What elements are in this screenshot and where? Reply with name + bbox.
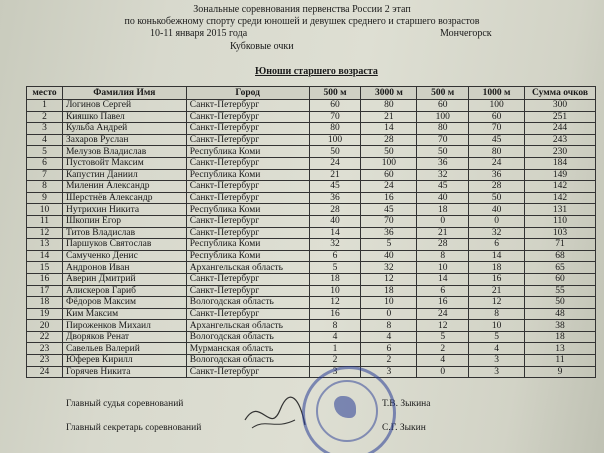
table-cell: 80 [361, 100, 417, 112]
table-cell: 45 [309, 181, 361, 193]
table-row [27, 123, 596, 135]
table-row [27, 297, 596, 309]
results-table [26, 86, 596, 378]
table-cell: Юферев Кирилл [62, 355, 186, 367]
table-cell: 50 [361, 146, 417, 158]
table-cell: 0 [361, 308, 417, 320]
table-cell: 70 [309, 111, 361, 123]
table-cell: 32 [417, 169, 469, 181]
table-cell: 23 [27, 355, 63, 367]
column-header: 500 м [309, 87, 361, 100]
table-cell: 48 [525, 308, 596, 320]
table-cell: 230 [525, 146, 596, 158]
column-header: 500 м [417, 87, 469, 100]
table-cell: 24 [417, 308, 469, 320]
table-cell: 32 [469, 227, 525, 239]
table-cell: 9 [525, 366, 596, 378]
table-cell: 9 [27, 192, 63, 204]
table-cell: 24 [361, 181, 417, 193]
table-cell: 11 [525, 355, 596, 367]
column-header: Сумма очков [525, 87, 596, 100]
table-cell: Шерстнёв Александр [62, 192, 186, 204]
table-cell: 50 [309, 146, 361, 158]
table-cell: Логинов Сергей [62, 100, 186, 112]
table-cell: 3 [27, 123, 63, 135]
table-cell: 4 [417, 355, 469, 367]
table-cell: 2 [309, 355, 361, 367]
table-cell: 100 [469, 100, 525, 112]
table-cell: 12 [417, 320, 469, 332]
table-row [27, 100, 596, 112]
table-row [27, 192, 596, 204]
table-cell: 28 [417, 239, 469, 251]
table-cell: 18 [417, 204, 469, 216]
table-cell: 10 [469, 320, 525, 332]
table-cell: 6 [417, 285, 469, 297]
table-cell: Пироженков Михаил [62, 320, 186, 332]
table-cell: 45 [417, 181, 469, 193]
table-cell: Санкт-Петербург [186, 215, 309, 227]
table-cell: 18 [525, 331, 596, 343]
judge-role: Главный судья соревнований [66, 399, 184, 409]
table-cell: 103 [525, 227, 596, 239]
column-header: Фамилия Имя [62, 87, 186, 100]
table-row [27, 227, 596, 239]
table-cell: 6 [309, 250, 361, 262]
table-row [27, 320, 596, 332]
table-cell: Мелузов Владислав [62, 146, 186, 158]
table-cell: 18 [27, 297, 63, 309]
table-cell: 24 [309, 157, 361, 169]
table-cell: 14 [469, 250, 525, 262]
table-row [27, 250, 596, 262]
table-cell: 32 [361, 262, 417, 274]
group-title: Юноши старшего возраста [255, 66, 378, 77]
table-cell: Республика Коми [186, 146, 309, 158]
signature-icon [240, 390, 310, 440]
table-cell: 0 [417, 215, 469, 227]
table-cell: Санкт-Петербург [186, 285, 309, 297]
table-cell: 5 [469, 331, 525, 343]
table-cell: Республика Коми [186, 204, 309, 216]
table-cell: 20 [27, 320, 63, 332]
table-row [27, 343, 596, 355]
table-cell: 71 [525, 239, 596, 251]
table-cell: 3 [469, 366, 525, 378]
table-cell: 60 [361, 169, 417, 181]
table-cell: 243 [525, 134, 596, 146]
table-cell: Санкт-Петербург [186, 134, 309, 146]
table-cell: 21 [469, 285, 525, 297]
column-header: место [27, 87, 63, 100]
table-cell: 21 [309, 169, 361, 181]
table-cell: Шкопин Егор [62, 215, 186, 227]
table-cell: Аверин Дмитрий [62, 273, 186, 285]
table-cell: 68 [525, 250, 596, 262]
table-cell: 244 [525, 123, 596, 135]
header-line-2: по конькобежному спорту среди юношей и девушек среднего и старшего возрастов [124, 16, 480, 27]
table-cell: 16 [309, 308, 361, 320]
header-subtitle: Кубковые очки [230, 41, 294, 52]
table-cell: 149 [525, 169, 596, 181]
table-cell: Захаров Руслан [62, 134, 186, 146]
table-row [27, 285, 596, 297]
table-row [27, 366, 596, 378]
table-cell: 40 [309, 215, 361, 227]
table-cell: 4 [469, 343, 525, 355]
table-cell: 11 [27, 215, 63, 227]
table-cell: 100 [417, 111, 469, 123]
table-cell: Капустин Даниил [62, 169, 186, 181]
table-cell: 18 [469, 262, 525, 274]
table-cell: 16 [469, 273, 525, 285]
table-cell: 184 [525, 157, 596, 169]
table-cell: 300 [525, 100, 596, 112]
table-cell: Паршуков Святослав [62, 239, 186, 251]
table-cell: Санкт-Петербург [186, 192, 309, 204]
table-cell: 17 [27, 285, 63, 297]
table-cell: 32 [309, 239, 361, 251]
table-cell: 80 [469, 146, 525, 158]
table-cell: Пустовойт Максим [62, 157, 186, 169]
table-cell: 50 [469, 192, 525, 204]
table-cell: 13 [27, 239, 63, 251]
table-cell: 100 [361, 157, 417, 169]
table-cell: 2 [27, 111, 63, 123]
table-cell: 10 [309, 285, 361, 297]
table-cell: 8 [469, 308, 525, 320]
table-cell: 142 [525, 181, 596, 193]
table-row [27, 308, 596, 320]
table-cell: 14 [309, 227, 361, 239]
table-cell: Санкт-Петербург [186, 366, 309, 378]
table-cell: 40 [361, 250, 417, 262]
table-cell: 5 [417, 331, 469, 343]
table-cell: Фёдоров Максим [62, 297, 186, 309]
table-cell: 18 [309, 273, 361, 285]
table-cell: Вологодская область [186, 297, 309, 309]
table-cell: 16 [361, 192, 417, 204]
table-cell: 40 [417, 192, 469, 204]
table-cell: Архангельская область [186, 320, 309, 332]
table-cell: 14 [361, 123, 417, 135]
table-cell: 5 [27, 146, 63, 158]
table-cell: 12 [469, 297, 525, 309]
table-cell: Кульба Андрей [62, 123, 186, 135]
table-cell: 45 [361, 204, 417, 216]
table-cell: 142 [525, 192, 596, 204]
table-cell: Ким Максим [62, 308, 186, 320]
table-cell: 28 [469, 181, 525, 193]
table-body [27, 100, 596, 378]
table-cell: 60 [309, 100, 361, 112]
table-cell: 23 [27, 343, 63, 355]
header-line-1: Зональные соревнования первенства России 2 этап [193, 4, 411, 15]
table-cell: 70 [361, 215, 417, 227]
table-row [27, 169, 596, 181]
table-cell: 28 [361, 134, 417, 146]
table-cell: 24 [27, 366, 63, 378]
table-cell: 100 [309, 134, 361, 146]
table-cell: Вологодская область [186, 355, 309, 367]
table-cell: 21 [417, 227, 469, 239]
table-cell: 21 [361, 111, 417, 123]
table-cell: 4 [309, 331, 361, 343]
table-row [27, 215, 596, 227]
table-cell: 4 [27, 134, 63, 146]
table-row [27, 331, 596, 343]
table-cell: 10 [417, 262, 469, 274]
table-cell: 1 [27, 100, 63, 112]
table-cell: Савельев Валерий [62, 343, 186, 355]
table-cell: Нутрихин Никита [62, 204, 186, 216]
table-cell: 14 [27, 250, 63, 262]
table-cell: 2 [417, 343, 469, 355]
table-cell: 1 [309, 343, 361, 355]
table-cell: 10 [361, 297, 417, 309]
table-cell: 50 [417, 146, 469, 158]
table-cell: Республика Коми [186, 239, 309, 251]
table-cell: Республика Коми [186, 169, 309, 181]
table-cell: 6 [469, 239, 525, 251]
table-cell: Санкт-Петербург [186, 181, 309, 193]
table-cell: 16 [417, 297, 469, 309]
table-cell: 60 [525, 273, 596, 285]
table-cell: 38 [525, 320, 596, 332]
table-cell: Горячев Никита [62, 366, 186, 378]
table-row [27, 273, 596, 285]
table-cell: 24 [469, 157, 525, 169]
header-dates: 10-11 января 2015 года [150, 28, 248, 39]
table-cell: Санкт-Петербург [186, 123, 309, 135]
table-cell: 8 [309, 320, 361, 332]
table-cell: 36 [309, 192, 361, 204]
table-row [27, 239, 596, 251]
table-cell: 36 [469, 169, 525, 181]
table-cell: 60 [417, 100, 469, 112]
table-cell: 13 [525, 343, 596, 355]
table-cell: Алискеров Гариб [62, 285, 186, 297]
table-cell: 5 [361, 239, 417, 251]
table-header-row [27, 87, 596, 100]
table-row [27, 146, 596, 158]
table-cell: Миленин Александр [62, 181, 186, 193]
judge-name: Т.В. Зыкина [382, 399, 431, 409]
table-cell: 80 [417, 123, 469, 135]
table-cell: Титов Владислав [62, 227, 186, 239]
table-cell: 60 [469, 111, 525, 123]
table-cell: 6 [361, 343, 417, 355]
table-cell: 36 [361, 227, 417, 239]
table-cell: 7 [27, 169, 63, 181]
table-cell: 3 [469, 355, 525, 367]
table-cell: 12 [27, 227, 63, 239]
table-cell: 55 [525, 285, 596, 297]
table-cell: 18 [361, 285, 417, 297]
table-cell: 8 [27, 181, 63, 193]
table-cell: 3 [309, 366, 361, 378]
column-header: Город [186, 87, 309, 100]
table-cell: 80 [309, 123, 361, 135]
table-cell: 131 [525, 204, 596, 216]
table-row [27, 157, 596, 169]
column-header: 1000 м [469, 87, 525, 100]
table-cell: Санкт-Петербург [186, 227, 309, 239]
table-cell: Санкт-Петербург [186, 100, 309, 112]
table-cell: 28 [309, 204, 361, 216]
table-cell: 12 [309, 297, 361, 309]
table-cell: 4 [361, 331, 417, 343]
table-row [27, 181, 596, 193]
table-cell: Санкт-Петербург [186, 157, 309, 169]
table-cell: 2 [361, 355, 417, 367]
table-cell: 70 [469, 123, 525, 135]
table-cell: 65 [525, 262, 596, 274]
table-cell: Кияшко Павел [62, 111, 186, 123]
table-cell: 19 [27, 308, 63, 320]
table-cell: 22 [27, 331, 63, 343]
table-cell: Андронов Иван [62, 262, 186, 274]
table-cell: 5 [309, 262, 361, 274]
table-cell: Республика Коми [186, 250, 309, 262]
table-cell: 70 [417, 134, 469, 146]
table-cell: Санкт-Петербург [186, 111, 309, 123]
table-cell: 8 [361, 320, 417, 332]
table-cell: 8 [417, 250, 469, 262]
table-cell: Вологодская область [186, 331, 309, 343]
table-row [27, 204, 596, 216]
table-cell: 12 [361, 273, 417, 285]
table-row [27, 355, 596, 367]
table-cell: 16 [27, 273, 63, 285]
table-cell: 40 [469, 204, 525, 216]
secretary-role: Главный секретарь соревнований [66, 423, 202, 433]
table-cell: Архангельская область [186, 262, 309, 274]
table-cell: Самученко Денис [62, 250, 186, 262]
table-cell: 14 [417, 273, 469, 285]
table-cell: Санкт-Петербург [186, 308, 309, 320]
table-cell: 36 [417, 157, 469, 169]
table-cell: 0 [469, 215, 525, 227]
table-cell: 15 [27, 262, 63, 274]
table-row [27, 111, 596, 123]
column-header: 3000 м [361, 87, 417, 100]
table-cell: Дворяков Ренат [62, 331, 186, 343]
header-city: Мончегорск [440, 28, 492, 39]
table-cell: 50 [525, 297, 596, 309]
table-cell: 6 [27, 157, 63, 169]
table-row [27, 262, 596, 274]
table-cell: 110 [525, 215, 596, 227]
table-cell: 10 [27, 204, 63, 216]
table-cell: 251 [525, 111, 596, 123]
table-cell: 45 [469, 134, 525, 146]
table-cell: Санкт-Петербург [186, 273, 309, 285]
table-cell: 0 [417, 366, 469, 378]
table-cell: Мурманская область [186, 343, 309, 355]
secretary-name: С.Г. Зыкин [382, 423, 426, 433]
table-row [27, 134, 596, 146]
table-cell: 3 [361, 366, 417, 378]
